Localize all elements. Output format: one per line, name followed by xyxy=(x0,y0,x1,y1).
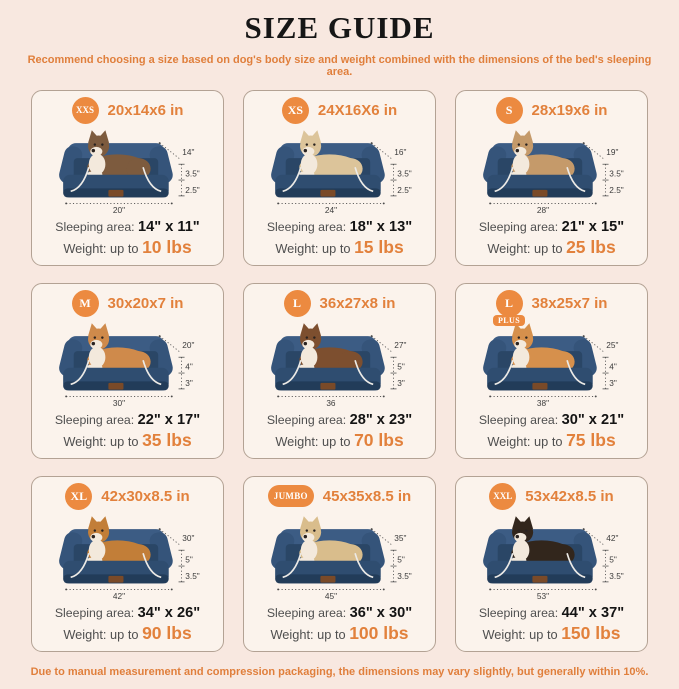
recommendation-note: Recommend choosing a size based on dog's body size and weight combined with the dimensions of the bed's sleeping area. xyxy=(27,54,652,78)
size-card-l-plus xyxy=(455,283,648,459)
size-card-xl xyxy=(31,476,224,652)
size-badge-circle xyxy=(496,290,523,317)
width-measurement: 24" xyxy=(324,205,337,216)
bolster-height-measurement: 5" xyxy=(396,554,405,565)
dimensions-label: 53x42x8.5 in xyxy=(525,487,614,505)
size-badge-label: XXS xyxy=(76,105,95,115)
weight-line xyxy=(482,623,620,644)
width-measurement: 30" xyxy=(112,398,125,409)
weight-value: 90 lbs xyxy=(142,623,192,643)
depth-measurement: 25" xyxy=(605,340,618,351)
width-measurement: 38" xyxy=(536,398,549,409)
up-to-label: up to xyxy=(534,434,563,449)
size-card-l xyxy=(243,283,436,459)
width-measurement: 45" xyxy=(324,591,337,602)
dimensions-label: 36x27x8 in xyxy=(319,294,396,312)
up-to-label: up to xyxy=(110,434,139,449)
weight-label: Weight: xyxy=(275,434,319,449)
sleeping-area-line xyxy=(479,412,624,428)
size-badge xyxy=(282,97,309,124)
up-to-label: up to xyxy=(110,627,139,642)
sleeping-area-label: Sleeping area: xyxy=(266,413,347,427)
size-badge xyxy=(72,97,99,124)
depth-measurement: 27" xyxy=(393,340,406,351)
weight-label: Weight: xyxy=(63,627,107,642)
up-to-label: up to xyxy=(529,627,558,642)
weight-label: Weight: xyxy=(270,627,314,642)
size-card-xxs xyxy=(31,90,224,266)
depth-measurement: 30" xyxy=(181,533,194,544)
weight-label: Weight: xyxy=(482,627,526,642)
bolster-height-measurement: 3.5" xyxy=(608,168,624,179)
depth-measurement: 20" xyxy=(181,340,194,351)
sleeping-area-label: Sleeping area: xyxy=(266,220,347,234)
sleeping-area-line xyxy=(267,412,412,428)
depth-measurement: 42" xyxy=(605,533,618,544)
weight-label: Weight: xyxy=(487,434,531,449)
dimensions-label: 42x30x8.5 in xyxy=(101,487,190,505)
bed-illustration xyxy=(256,125,424,217)
size-badge-label: XS xyxy=(287,102,304,117)
size-badge xyxy=(65,483,92,510)
bolster-height-measurement: 4" xyxy=(184,361,193,372)
size-badge-label: M xyxy=(79,295,91,310)
bed-illustration xyxy=(468,511,636,603)
sleeping-area-line xyxy=(479,605,624,621)
base-height-measurement: 3.5" xyxy=(184,570,200,581)
page-title: SIZE GUIDE xyxy=(244,10,435,45)
size-card-s xyxy=(455,90,648,266)
sleeping-area-value: 22" x 17" xyxy=(137,412,201,428)
bolster-height-measurement: 5" xyxy=(608,554,617,565)
base-height-measurement: 3" xyxy=(608,377,617,388)
card-header xyxy=(268,482,411,510)
bolster-height-measurement: 5" xyxy=(396,361,405,372)
sleeping-area-label: Sleeping area: xyxy=(478,606,559,620)
size-badge-label: JUMBO xyxy=(273,491,308,501)
dimensions-label: 38x25x7 in xyxy=(531,294,608,312)
size-badge xyxy=(496,97,523,124)
size-badge xyxy=(268,485,314,507)
size-badge xyxy=(284,290,311,317)
weight-value: 150 lbs xyxy=(561,623,621,643)
card-header xyxy=(496,96,608,124)
dimensions-label: 28x19x6 in xyxy=(531,101,608,119)
size-badge-label: L xyxy=(505,295,514,310)
width-measurement: 20" xyxy=(112,205,125,216)
up-to-label: up to xyxy=(317,627,346,642)
card-header xyxy=(489,482,613,510)
up-to-label: up to xyxy=(110,241,139,256)
sleeping-area-line xyxy=(55,605,200,621)
weight-line xyxy=(487,430,615,451)
base-height-measurement: 2.5" xyxy=(608,184,624,195)
sleeping-area-line xyxy=(267,219,412,235)
depth-measurement: 14" xyxy=(181,147,194,158)
sleeping-area-label: Sleeping area: xyxy=(478,220,559,234)
bed-illustration xyxy=(468,125,636,217)
weight-line xyxy=(275,430,403,451)
size-grid xyxy=(31,90,648,652)
weight-value: 100 lbs xyxy=(349,623,409,643)
bed-illustration xyxy=(256,318,424,410)
sleeping-area-value: 21" x 15" xyxy=(561,219,625,235)
sleeping-area-value: 18" x 13" xyxy=(349,219,413,235)
size-badge-plus-label: PLUS xyxy=(493,315,525,326)
size-badge xyxy=(496,290,523,325)
weight-line xyxy=(63,237,191,258)
up-to-label: up to xyxy=(322,241,351,256)
bed-illustration xyxy=(44,318,212,410)
width-measurement: 36 xyxy=(325,398,336,409)
disclaimer-note: Due to manual measurement and compression packaging, the dimensions may vary slightly, but generally within 10%. xyxy=(30,666,649,678)
base-height-measurement: 3" xyxy=(396,377,405,388)
weight-line xyxy=(270,623,408,644)
weight-line xyxy=(487,237,615,258)
card-header xyxy=(65,482,189,510)
bed-illustration xyxy=(468,318,636,410)
depth-measurement: 19" xyxy=(605,147,618,158)
weight-value: 75 lbs xyxy=(566,430,616,450)
base-height-measurement: 3.5" xyxy=(396,570,412,581)
weight-value: 70 lbs xyxy=(354,430,404,450)
weight-label: Weight: xyxy=(275,241,319,256)
bed-illustration xyxy=(256,511,424,603)
sleeping-area-line xyxy=(267,605,412,621)
weight-line xyxy=(63,430,191,451)
sleeping-area-value: 34" x 26" xyxy=(137,605,201,621)
sleeping-area-value: 36" x 30" xyxy=(349,605,413,621)
size-card-m xyxy=(31,283,224,459)
sleeping-area-label: Sleeping area: xyxy=(54,606,135,620)
dimensions-label: 20x14x6 in xyxy=(107,101,184,119)
weight-label: Weight: xyxy=(63,434,107,449)
dimensions-label: 24X16X6 in xyxy=(317,101,398,119)
bolster-height-measurement: 3.5" xyxy=(396,168,412,179)
dimensions-label: 45x35x8.5 in xyxy=(322,487,412,505)
bolster-height-measurement: 4" xyxy=(608,361,617,372)
weight-value: 25 lbs xyxy=(566,237,616,257)
card-header xyxy=(72,289,184,317)
sleeping-area-value: 30" x 21" xyxy=(561,412,625,428)
size-card-xs xyxy=(243,90,436,266)
bed-illustration xyxy=(44,511,212,603)
sleeping-area-value: 44" x 37" xyxy=(561,605,625,621)
size-badge-label: XL xyxy=(70,488,88,503)
bed-illustration xyxy=(44,125,212,217)
base-height-measurement: 2.5" xyxy=(396,184,412,195)
size-badge xyxy=(489,483,516,510)
card-header xyxy=(72,96,184,124)
sleeping-area-line xyxy=(479,219,624,235)
size-badge-label: XXL xyxy=(493,491,513,501)
size-badge-label: L xyxy=(293,295,302,310)
dimensions-label: 30x20x7 in xyxy=(107,294,184,312)
size-badge-label: S xyxy=(505,102,513,117)
sleeping-area-label: Sleeping area: xyxy=(55,220,135,234)
weight-line xyxy=(275,237,403,258)
bolster-height-measurement: 5" xyxy=(184,554,193,565)
weight-value: 15 lbs xyxy=(354,237,404,257)
width-measurement: 53" xyxy=(536,591,549,602)
sleeping-area-value: 28" x 23" xyxy=(349,412,413,428)
depth-measurement: 35" xyxy=(393,533,406,544)
base-height-measurement: 3" xyxy=(184,377,193,388)
size-badge xyxy=(72,290,99,317)
card-header xyxy=(496,289,608,325)
size-card-xxl xyxy=(455,476,648,652)
card-header xyxy=(284,289,396,317)
width-measurement: 28" xyxy=(536,205,549,216)
weight-label: Weight: xyxy=(63,241,107,256)
weight-value: 10 lbs xyxy=(142,237,192,257)
weight-label: Weight: xyxy=(487,241,531,256)
sleeping-area-value: 14" x 11" xyxy=(138,219,200,235)
weight-line xyxy=(63,623,191,644)
sleeping-area-line xyxy=(55,219,199,235)
bolster-height-measurement: 3.5" xyxy=(184,168,200,179)
depth-measurement: 16" xyxy=(393,147,406,158)
width-measurement: 42" xyxy=(112,591,125,602)
up-to-label: up to xyxy=(322,434,351,449)
sleeping-area-label: Sleeping area: xyxy=(266,606,347,620)
base-height-measurement: 2.5" xyxy=(184,184,200,195)
size-card-jumbo xyxy=(243,476,436,652)
weight-value: 35 lbs xyxy=(142,430,192,450)
card-header xyxy=(282,96,397,124)
up-to-label: up to xyxy=(534,241,563,256)
sleeping-area-line xyxy=(55,412,200,428)
base-height-measurement: 3.5" xyxy=(608,570,624,581)
sleeping-area-label: Sleeping area: xyxy=(478,413,559,427)
sleeping-area-label: Sleeping area: xyxy=(54,413,135,427)
